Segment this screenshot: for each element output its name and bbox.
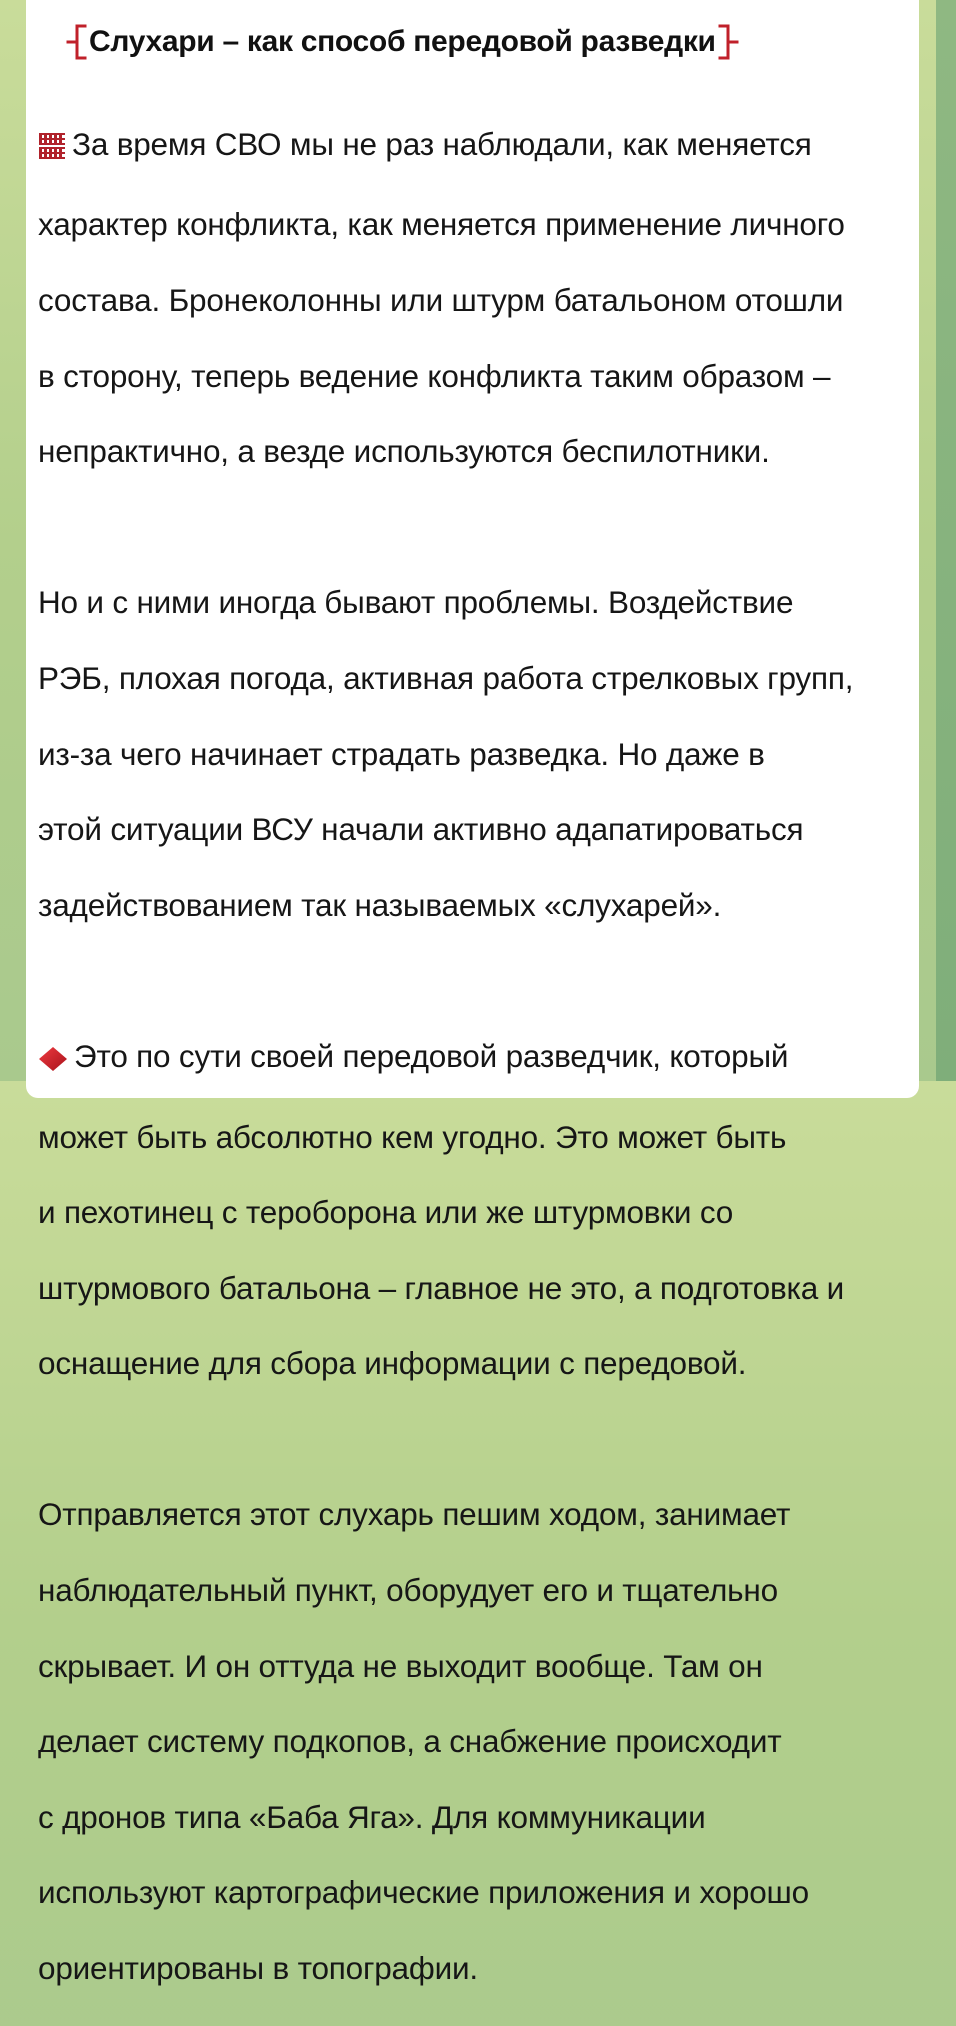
- paragraph-line: с дронов типа «Баба Яга». Для коммуникации: [38, 1798, 706, 1835]
- red-diamond-icon: [38, 1043, 68, 1081]
- paragraph-line: За время СВО мы не раз наблюдали, как меняется: [38, 126, 907, 169]
- paragraph-line: в сторону, теперь ведение конфликта таким образом –: [38, 357, 831, 394]
- post-title-row: [38, 16, 919, 68]
- post-paragraph: [38, 1000, 919, 1421]
- paragraph-line: из-за чего начинает страдать разведка. Но даже в: [38, 735, 765, 772]
- paragraph-line: штурмового батальона – главное не это, а подготовка и: [38, 1269, 845, 1306]
- paragraph-line: непрактично, а везде используются беспилотники.: [38, 433, 770, 470]
- paragraph-line: задействованием так называемых «слухарей».: [38, 886, 722, 923]
- paragraph-line: и пехотинец с тероборона или же штурмовки со: [38, 1194, 734, 1231]
- paragraph-line: наблюдательный пункт, оборудует его и тщательно: [38, 1572, 778, 1609]
- paragraph-line: Отправляется этот слухарь пешим ходом, занимает: [38, 1496, 791, 1533]
- paragraph-line: состава. Бронеколонны или штурм батальоном отошли: [38, 281, 844, 318]
- paragraph-line: характер конфликта, как меняется применение личного: [38, 206, 845, 243]
- right-bracket-ornament-icon: [718, 24, 740, 60]
- channel-logo-icon: [38, 131, 66, 169]
- paragraph-line: РЭБ, плохая погода, активная работа стрелковых групп,: [38, 659, 854, 696]
- paragraph-line: Но и с ними иногда бывают проблемы. Воздействие: [38, 584, 794, 621]
- paragraph-line: ориентированы в топографии.: [38, 1950, 478, 1987]
- paragraph-line: оснащение для сбора информации с передовой.: [38, 1345, 747, 1382]
- paragraph-line: этой ситуации ВСУ начали активно адапатироваться: [38, 811, 804, 848]
- paragraph-line: используют картографические приложения и хорошо: [38, 1874, 809, 1911]
- chat-wallpaper-edge: [936, 0, 956, 1081]
- paragraph-line: делает систему подкопов, а снабжение происходит: [38, 1723, 782, 1760]
- post-title: Слухари – как способ передовой разведки: [89, 25, 716, 58]
- message-bubble[interactable]: [26, 0, 919, 1987]
- post-paragraph: [38, 88, 919, 509]
- left-bracket-ornament-icon: [65, 24, 87, 60]
- post-paragraph: [38, 547, 919, 963]
- paragraph-line: может быть абсолютно кем угодно. Это может быть: [38, 1118, 787, 1155]
- paragraph-line: Это по сути своей передовой разведчик, который: [38, 1038, 907, 1081]
- paragraph-line: скрывает. И он оттуда не выходит вообще. Там он: [38, 1647, 763, 1684]
- post-paragraph: [38, 1459, 919, 2026]
